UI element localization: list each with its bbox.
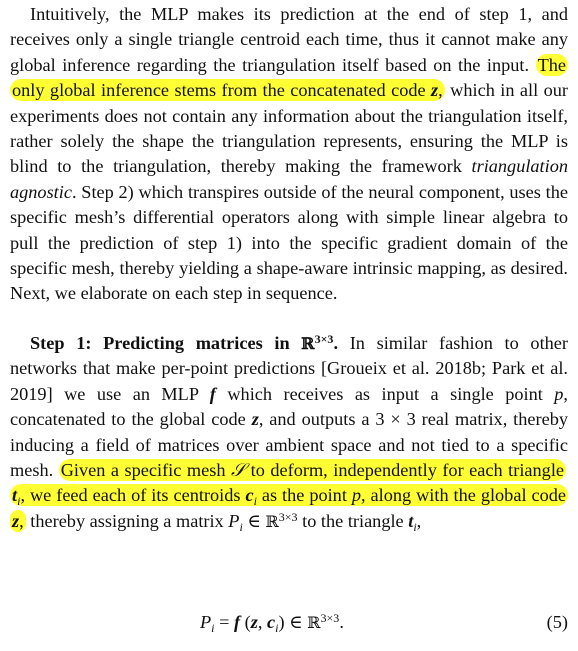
math-var-P: P — [200, 612, 212, 632]
text-run: Intuitively, the MLP makes its prediction at the end of step 1, and receives only a single triangle centroid each time, thus it cannot make any global inference regarding the triangulation itself based on the input. — [10, 4, 568, 75]
highlight-text: to deform, independently for each triangle — [245, 460, 565, 481]
math-sup: 3×3 — [278, 509, 298, 524]
math-reals: ℝ — [265, 511, 279, 531]
math-paren: ( — [240, 612, 251, 632]
math-sub-i: i — [413, 519, 417, 534]
math-var-f: f — [209, 383, 216, 404]
math-var-p: p — [554, 383, 564, 404]
paragraph-intuition — [10, 2, 568, 307]
text-run: to the triangle — [297, 510, 409, 531]
math-period: . — [339, 612, 344, 632]
math-var-p: p — [351, 485, 361, 506]
math-comma: , — [257, 612, 267, 632]
math-var-P: P — [228, 510, 240, 531]
equation-body — [200, 612, 344, 633]
highlight-end: , — [19, 510, 24, 531]
math-sub-i: i — [211, 621, 215, 635]
text-run: . Step 2) which transpires outside of the neural component, uses the specific mesh’s differential operators along with simple linear algebra to pull the prediction of step 1) into the specific gradient domain of the specific mesh, thereby yielding a shape-aware intrinsic mapping, as desired. Next, we elaborate on each step in sequence. — [10, 181, 568, 304]
math-sub-i: i — [275, 621, 279, 635]
math-var-f: f — [233, 612, 241, 632]
highlight-text: The only global inference stems from the concatenated code — [12, 54, 566, 101]
math-sup: 3×3 — [314, 332, 334, 346]
math-var-z: z — [12, 510, 20, 531]
highlight-text: as the point — [256, 485, 352, 506]
math-var-z: z — [250, 612, 258, 632]
text-run: ∈ — [242, 510, 266, 531]
math-reals: ℝ — [301, 334, 315, 353]
math-paren-in: ) ∈ — [278, 612, 308, 632]
math-var-S: 𝒮 — [230, 460, 246, 482]
math-sub-i: i — [17, 494, 21, 509]
math-var-t: t — [408, 510, 414, 531]
math-equals: = — [214, 612, 234, 632]
heading-text: Step 1: Predicting matrices in — [30, 333, 302, 353]
text-run: , and outputs a 3 × 3 real matrix, thereby inducing a field of matrices over ambient space and not tied to a specific mesh. — [10, 409, 568, 481]
text-run: , — [416, 510, 422, 531]
highlight-text: , along with the global code — [361, 485, 566, 506]
math-var-z: z — [431, 80, 439, 101]
math-var-z: z — [251, 409, 259, 430]
math-var-c: c — [245, 485, 254, 506]
math-reals: ℝ — [307, 613, 321, 632]
heading-end: . — [333, 333, 339, 353]
highlight-text: Given a specific mesh — [60, 460, 231, 481]
math-sub-i: i — [253, 494, 257, 509]
text-run: which in all our experiments does not contain any information about the triangulation itself, rather solely the shape the triangulation represents, ensuring the MLP is blind to the triangulation, thereby making the framework — [10, 80, 568, 177]
text-run: which receives as input a single point — [215, 383, 555, 404]
text-run: In similar fashion to other networks that make per-point predictions [Groueix et al. 2018b; Park et al. 2019] we use an MLP — [10, 333, 568, 404]
highlight-text: , we feed each of its centroids — [20, 485, 246, 506]
paragraph-step1 — [10, 331, 568, 534]
math-sub-i: i — [239, 519, 243, 534]
equation-5 — [0, 612, 578, 642]
text-run: thereby assigning a matrix — [25, 510, 229, 531]
math-sup: 3×3 — [320, 611, 340, 625]
text-run: , concatenated to the global code — [10, 383, 568, 430]
italic-term: triangulation agnostic — [10, 156, 568, 202]
math-var-c: c — [267, 612, 276, 632]
equation-number: (5) — [546, 612, 568, 632]
section-heading-step1 — [30, 333, 338, 353]
math-var-t: t — [12, 485, 18, 506]
highlight-end: , — [438, 80, 443, 101]
